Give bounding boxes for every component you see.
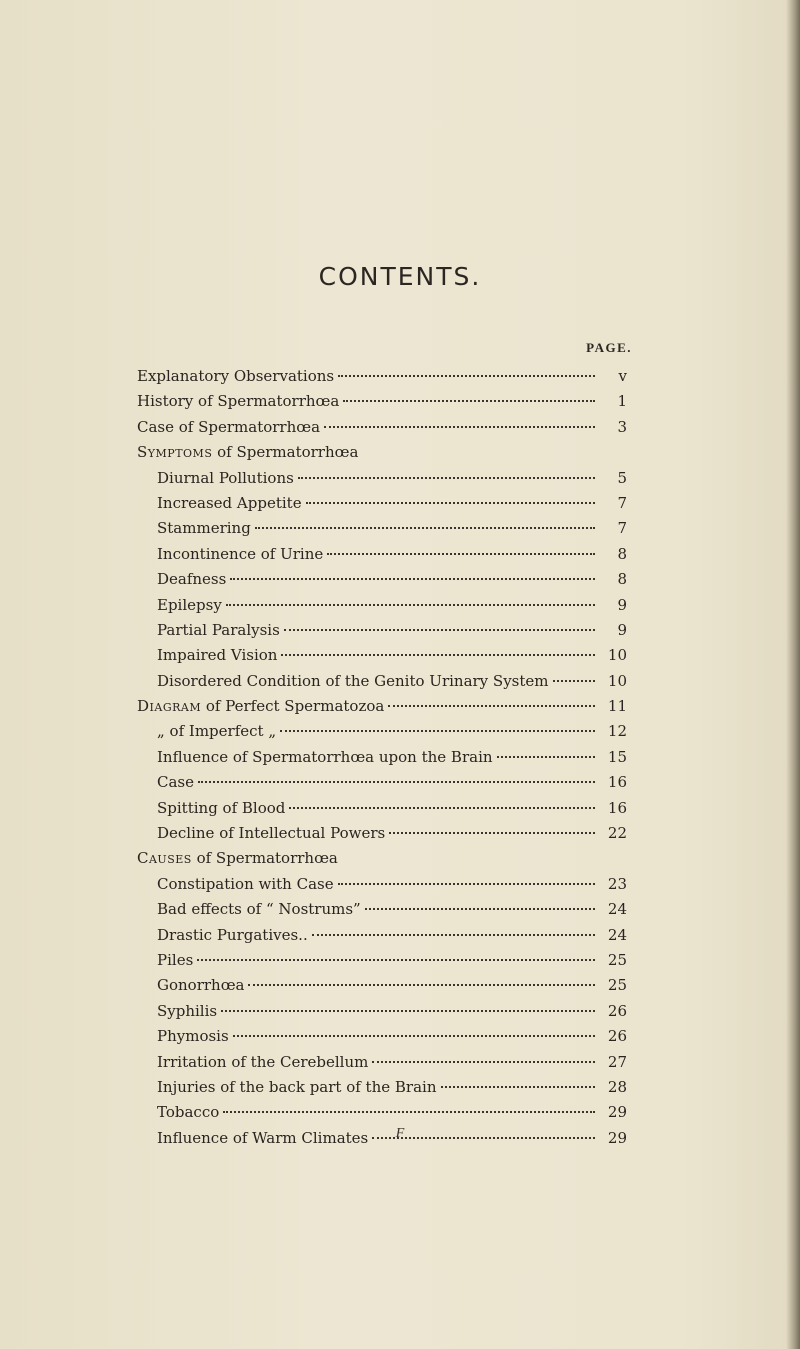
toc-entry-page: 23	[607, 874, 627, 893]
toc-entry-page: 25	[607, 976, 627, 995]
toc-entry-page: 26	[607, 1027, 627, 1046]
toc-entry-page: 24	[607, 925, 627, 944]
toc-entry-title: Phymosis	[157, 1027, 229, 1046]
toc-entry-title: Drastic Purgatives..	[157, 925, 308, 944]
toc-entry-page: 25	[607, 950, 627, 969]
toc-entry-page: 5	[617, 468, 627, 487]
toc-entry-page: 29	[607, 1128, 627, 1147]
dot-leader	[306, 502, 595, 504]
toc-entry	[137, 821, 627, 846]
toc-entry-title: Impaired Vision	[157, 646, 278, 665]
toc-entry-title: „ of Imperfect „	[157, 722, 277, 741]
toc-entry-title: Gonorrhœa	[157, 976, 245, 995]
toc-entry	[137, 593, 627, 618]
toc-entry-page: 8	[617, 544, 627, 563]
toc-entry-page: 22	[607, 824, 627, 843]
toc-entry-title: Piles	[157, 950, 194, 969]
toc-entry-page: 15	[607, 747, 627, 766]
toc-entry	[137, 999, 627, 1024]
dot-leader	[497, 756, 595, 758]
toc-entry	[137, 643, 627, 668]
section-heading-text: of Spermatorrhœa	[212, 443, 359, 462]
toc-entry	[137, 618, 627, 643]
toc-entry-page: 29	[607, 1103, 627, 1122]
section-heading-text: of Spermatorrhœa	[191, 849, 338, 868]
dot-leader	[289, 807, 595, 809]
dot-leader	[281, 654, 595, 656]
toc-entry-page: 1	[617, 392, 627, 411]
toc-entry-title: Explanatory Observations	[137, 367, 335, 385]
toc-entry-title: Influence of Warm Climates	[157, 1128, 369, 1147]
toc-entry-page: 10	[607, 646, 627, 665]
toc-entry-page: 3	[617, 417, 627, 436]
toc-entry-page: 16	[607, 798, 627, 817]
toc-entry-title: Incontinence of Urine	[157, 544, 324, 563]
toc-entry-page: 27	[607, 1052, 627, 1071]
toc-entry-page: 10	[607, 671, 627, 690]
toc-entry-title: Constipation with Case	[157, 874, 334, 893]
toc-entry	[137, 389, 627, 414]
dot-leader	[441, 1086, 596, 1088]
toc-entry-page: v	[618, 367, 627, 385]
signature-mark: F	[395, 1126, 405, 1141]
toc-entry	[137, 669, 627, 694]
toc-entry-title: History of Spermatorrhœa	[137, 392, 340, 411]
toc-entry	[137, 364, 627, 389]
dot-leader	[230, 578, 595, 580]
dot-leader	[223, 1111, 595, 1113]
toc-entry-page: 9	[617, 595, 627, 614]
section-heading-smallcaps: Symptoms	[137, 443, 213, 462]
dot-leader	[280, 730, 595, 732]
toc-entry-title: Stammering	[157, 519, 251, 538]
dot-leader	[324, 426, 595, 428]
toc-entry-title: Disordered Condition of the Genito Urinary System	[157, 671, 549, 690]
toc-entry-page: 9	[617, 620, 627, 639]
toc-entry-title: Tobacco	[157, 1103, 220, 1122]
toc-entry-page: 7	[617, 519, 627, 538]
toc-entry	[137, 542, 627, 567]
toc-entry	[137, 567, 627, 592]
dot-leader	[248, 984, 595, 986]
dot-leader	[197, 959, 595, 961]
toc-entry	[137, 923, 627, 948]
toc-entry-page: 8	[617, 570, 627, 589]
toc-entry-title: Deafness	[157, 570, 227, 589]
toc-entry-page: 11	[607, 697, 627, 716]
toc-entry	[137, 770, 627, 795]
toc-entry-title: Influence of Spermatorrhœa upon the Brain	[157, 747, 493, 766]
dot-leader	[312, 934, 595, 936]
toc-entry	[137, 516, 627, 541]
toc-entry	[137, 719, 627, 744]
toc-entry-title: Syphilis	[157, 1001, 218, 1020]
dot-leader	[284, 629, 595, 631]
toc-entry-title: Diurnal Pollutions	[157, 468, 294, 487]
dot-leader	[343, 400, 595, 402]
toc-entry	[137, 1100, 627, 1125]
page-column-header: PAGE.	[586, 340, 632, 355]
dot-leader	[338, 883, 595, 885]
toc-entry	[137, 466, 627, 491]
toc-entry-title: Injuries of the back part of the Brain	[157, 1077, 437, 1096]
toc-entry-page: 26	[607, 1001, 627, 1020]
dot-leader	[327, 553, 595, 555]
toc-entry	[137, 897, 627, 922]
dot-leader	[388, 705, 595, 707]
toc-entry-page: 24	[607, 900, 627, 919]
table-of-contents	[137, 364, 627, 1151]
toc-entry-title: Partial Paralysis	[157, 620, 280, 639]
dot-leader	[553, 680, 595, 682]
dot-leader	[233, 1035, 595, 1037]
dot-leader	[389, 832, 595, 834]
toc-entry-title: Case of Spermatorrhœa	[137, 417, 321, 436]
toc-entry-title: Spitting of Blood	[157, 798, 286, 817]
toc-entry-title: Increased Appetite	[157, 493, 302, 512]
dot-leader	[226, 604, 595, 606]
section-heading-smallcaps: Causes	[137, 849, 192, 868]
dot-leader	[298, 477, 595, 479]
toc-entry-title: Epilepsy	[157, 595, 222, 614]
toc-entry	[137, 694, 627, 719]
toc-entry	[137, 1075, 627, 1100]
section-heading-smallcaps: Diagram	[137, 697, 202, 716]
toc-entry	[137, 1050, 627, 1075]
toc-entry-page: 28	[607, 1077, 627, 1096]
toc-entry-page: 7	[617, 493, 627, 512]
toc-entry	[137, 796, 627, 821]
dot-leader	[255, 527, 595, 529]
page-edge-shadow	[786, 0, 800, 1349]
toc-entry	[137, 745, 627, 770]
toc-section-heading	[137, 846, 627, 871]
toc-entry	[137, 415, 627, 440]
toc-entry-title: Irritation of the Cerebellum	[157, 1052, 369, 1071]
dot-leader	[221, 1010, 595, 1012]
toc-entry-title: Case	[157, 773, 194, 792]
toc-entry	[137, 1024, 627, 1049]
toc-entry-title: Decline of Intellectual Powers	[157, 824, 386, 843]
toc-section-heading	[137, 440, 627, 465]
dot-leader	[198, 781, 595, 783]
toc-entry	[137, 973, 627, 998]
toc-entry-page: 16	[607, 773, 627, 792]
dot-leader	[338, 375, 595, 377]
toc-entry	[137, 491, 627, 516]
dot-leader	[372, 1061, 595, 1063]
toc-entry-title: of Perfect Spermatozoa	[201, 697, 385, 716]
dot-leader	[365, 908, 595, 910]
toc-entry	[137, 872, 627, 897]
toc-entry	[137, 948, 627, 973]
page-title: CONTENTS.	[318, 262, 482, 291]
toc-entry-title: Bad effects of “ Nostrums”	[157, 900, 361, 919]
toc-entry-page: 12	[607, 722, 627, 741]
